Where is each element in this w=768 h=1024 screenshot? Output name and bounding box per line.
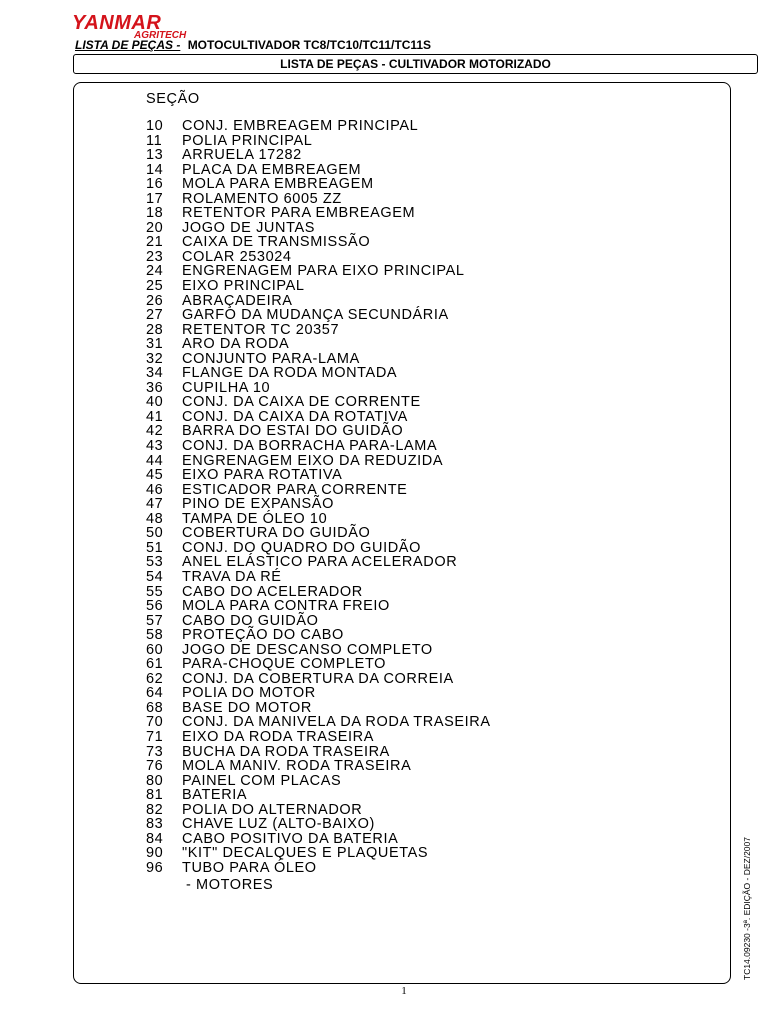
part-description: ESTICADOR PARA CORRENTE <box>182 481 408 498</box>
part-row <box>146 555 491 570</box>
side-reference: TC14.09230 -3ª. EDIÇÃO - DEZ/2007 <box>742 837 752 980</box>
part-description: PINO DE EXPANSÃO <box>182 496 334 513</box>
part-row <box>146 774 491 789</box>
part-row <box>146 381 491 396</box>
part-description: JOGO DE JUNTAS <box>182 219 316 236</box>
part-row <box>146 672 491 687</box>
part-number: 81 <box>146 787 164 804</box>
part-row <box>146 454 491 469</box>
part-number: 90 <box>146 845 164 862</box>
part-description: EIXO PRINCIPAL <box>182 278 305 295</box>
part-description: CONJ. EMBREAGEM PRINCIPAL <box>182 118 419 134</box>
part-description: GARFO DA MUDANÇA SECUNDÁRIA <box>182 307 449 324</box>
part-description: COBERTURA DO GUIDÃO <box>182 525 371 542</box>
part-number: 54 <box>146 568 164 585</box>
part-number: 73 <box>146 743 164 760</box>
part-row <box>146 730 491 745</box>
part-row <box>146 206 491 221</box>
part-row <box>146 294 491 309</box>
part-row <box>146 323 491 338</box>
part-description: ROLAMENTO 6005 ZZ <box>182 190 342 207</box>
part-number: 43 <box>146 438 164 455</box>
part-number: 21 <box>146 234 164 251</box>
part-description: CABO DO GUIDÃO <box>182 612 319 629</box>
part-description: CONJ. DA MANIVELA DA RODA TRASEIRA <box>182 714 491 731</box>
part-number: 68 <box>146 699 164 716</box>
header-model: MOTOCULTIVADOR TC8/TC10/TC11/TC11S <box>187 38 432 52</box>
part-number: 40 <box>146 394 164 411</box>
part-number: 14 <box>146 161 164 178</box>
part-number: 62 <box>146 670 164 687</box>
part-row <box>146 628 491 643</box>
part-row <box>146 250 491 265</box>
part-description: ENGRENAGEM EIXO DA REDUZIDA <box>182 452 444 469</box>
part-row <box>146 468 491 483</box>
part-description: COLAR 253024 <box>182 248 292 265</box>
part-description: CABO POSITIVO DA BATERIA <box>182 830 399 847</box>
part-description: CONJ. DA CAIXA DE CORRENTE <box>182 394 421 411</box>
part-row <box>146 817 491 832</box>
part-row <box>146 264 491 279</box>
part-row <box>146 424 491 439</box>
part-number: 60 <box>146 641 164 658</box>
part-description: ANEL ELÁSTICO PARA ACELERADOR <box>182 554 458 571</box>
part-number: 45 <box>146 467 164 484</box>
part-number: 25 <box>146 278 164 295</box>
part-number: 71 <box>146 728 164 745</box>
part-description: CONJ. DA CAIXA DA ROTATIVA <box>182 408 408 425</box>
part-description: ENGRENAGEM PARA EIXO PRINCIPAL <box>182 263 465 280</box>
part-row <box>146 701 491 716</box>
logo-brand-name: YANMAR <box>72 12 162 34</box>
part-description: PAINEL COM PLACAS <box>182 772 342 789</box>
part-description: BUCHA DA RODA TRASEIRA <box>182 743 390 760</box>
part-number: 18 <box>146 205 164 222</box>
part-number: 48 <box>146 510 164 527</box>
part-row <box>146 643 491 658</box>
part-description: EIXO PARA ROTATIVA <box>182 467 343 484</box>
part-row <box>146 861 491 876</box>
part-row <box>146 395 491 410</box>
part-number: 57 <box>146 612 164 629</box>
part-row <box>146 439 491 454</box>
part-row <box>146 134 491 149</box>
part-row <box>146 759 491 774</box>
part-row <box>146 352 491 367</box>
part-number: 42 <box>146 423 164 440</box>
part-row <box>146 570 491 585</box>
part-description: TRAVA DA RÉ <box>182 568 282 585</box>
part-row <box>146 788 491 803</box>
part-row <box>146 337 491 352</box>
part-number: 50 <box>146 525 164 542</box>
part-description: RETENTOR TC 20357 <box>182 321 340 338</box>
part-number: 96 <box>146 859 164 876</box>
part-number: 51 <box>146 539 164 556</box>
part-row <box>146 366 491 381</box>
part-description: PLACA DA EMBREAGEM <box>182 161 362 178</box>
logo-brand-sub: AGRITECH <box>134 30 187 41</box>
parts-list <box>146 119 491 875</box>
part-description: FLANGE DA RODA MONTADA <box>182 365 398 382</box>
part-number: 84 <box>146 830 164 847</box>
part-number: 28 <box>146 321 164 338</box>
part-number: 47 <box>146 496 164 513</box>
part-number: 70 <box>146 714 164 731</box>
part-row <box>146 279 491 294</box>
part-description: ABRAÇADEIRA <box>182 292 293 309</box>
part-description: "KIT" DECALQUES E PLAQUETAS <box>182 845 429 862</box>
part-number: 76 <box>146 758 164 775</box>
part-description: POLIA PRINCIPAL <box>182 132 313 149</box>
part-description: RETENTOR PARA EMBREAGEM <box>182 205 416 222</box>
part-number: 16 <box>146 176 164 193</box>
part-number: 31 <box>146 336 164 353</box>
part-description: POLIA DO ALTERNADOR <box>182 801 363 818</box>
part-row <box>146 599 491 614</box>
part-description: CAIXA DE TRANSMISSÃO <box>182 234 371 251</box>
part-number: 64 <box>146 685 164 702</box>
part-description: TUBO PARA ÓLEO <box>182 859 317 876</box>
part-description: ARO DA RODA <box>182 336 290 353</box>
part-description: CONJ. DO QUADRO DO GUIDÃO <box>182 539 421 556</box>
part-number: 24 <box>146 263 164 280</box>
part-number: 46 <box>146 481 164 498</box>
part-number: 27 <box>146 307 164 324</box>
part-row <box>146 177 491 192</box>
part-row <box>146 235 491 250</box>
part-description: CONJUNTO PARA-LAMA <box>182 350 360 367</box>
page-number: 1 <box>401 985 407 997</box>
part-description: BARRA DO ESTAI DO GUIDÃO <box>182 423 404 440</box>
part-description: MOLA PARA CONTRA FREIO <box>182 598 390 615</box>
part-row <box>146 846 491 861</box>
header-doc-label: LISTA DE PEÇAS - <box>75 38 181 52</box>
part-number: 61 <box>146 656 164 673</box>
page-title: LISTA DE PEÇAS - CULTIVADOR MOTORIZADO <box>73 54 758 74</box>
part-description: EIXO DA RODA TRASEIRA <box>182 728 375 745</box>
part-number: 11 <box>146 132 163 149</box>
part-number: 32 <box>146 350 164 367</box>
part-number: 56 <box>146 598 164 615</box>
part-number: 13 <box>146 147 164 164</box>
part-row <box>146 686 491 701</box>
document-header <box>75 38 431 52</box>
part-row <box>146 585 491 600</box>
part-row <box>146 745 491 760</box>
part-number: 53 <box>146 554 164 571</box>
part-row <box>146 657 491 672</box>
part-number: 34 <box>146 365 164 382</box>
part-description: CABO DO ACELERADOR <box>182 583 363 600</box>
part-row <box>146 614 491 629</box>
part-row <box>146 715 491 730</box>
part-number: 23 <box>146 248 164 265</box>
part-description: MOLA MANIV. RODA TRASEIRA <box>182 758 412 775</box>
part-description: CONJ. DA BORRACHA PARA-LAMA <box>182 438 438 455</box>
part-description: BASE DO MOTOR <box>182 699 312 716</box>
part-row <box>146 803 491 818</box>
part-description: CUPILHA 10 <box>182 379 271 396</box>
part-description: TAMPA DE ÓLEO 10 <box>182 510 328 527</box>
part-row <box>146 526 491 541</box>
part-row <box>146 832 491 847</box>
part-description: ARRUELA 17282 <box>182 147 302 164</box>
part-number: 17 <box>146 190 164 207</box>
subitem-motores: - MOTORES <box>186 877 274 893</box>
part-number: 82 <box>146 801 164 818</box>
part-description: CHAVE LUZ (ALTO-BAIXO) <box>182 816 375 833</box>
part-row <box>146 119 491 134</box>
part-description: BATERIA <box>182 787 248 804</box>
part-description: CONJ. DA COBERTURA DA CORREIA <box>182 670 454 687</box>
section-label: SEÇÃO <box>146 91 200 107</box>
part-number: 26 <box>146 292 164 309</box>
part-description: POLIA DO MOTOR <box>182 685 316 702</box>
part-description: MOLA PARA EMBREAGEM <box>182 176 374 193</box>
part-number: 83 <box>146 816 164 833</box>
part-number: 80 <box>146 772 164 789</box>
part-row <box>146 497 491 512</box>
part-number: 44 <box>146 452 164 469</box>
part-row <box>146 308 491 323</box>
part-row <box>146 148 491 163</box>
part-row <box>146 192 491 207</box>
part-number: 55 <box>146 583 164 600</box>
part-description: PARA-CHOQUE COMPLETO <box>182 656 387 673</box>
part-number: 36 <box>146 379 164 396</box>
part-number: 20 <box>146 219 164 236</box>
part-description: PROTEÇÃO DO CABO <box>182 627 344 644</box>
part-row <box>146 163 491 178</box>
part-number: 10 <box>146 118 164 134</box>
part-number: 41 <box>146 408 164 425</box>
part-number: 58 <box>146 627 164 644</box>
part-description: JOGO DE DESCANSO COMPLETO <box>182 641 433 658</box>
